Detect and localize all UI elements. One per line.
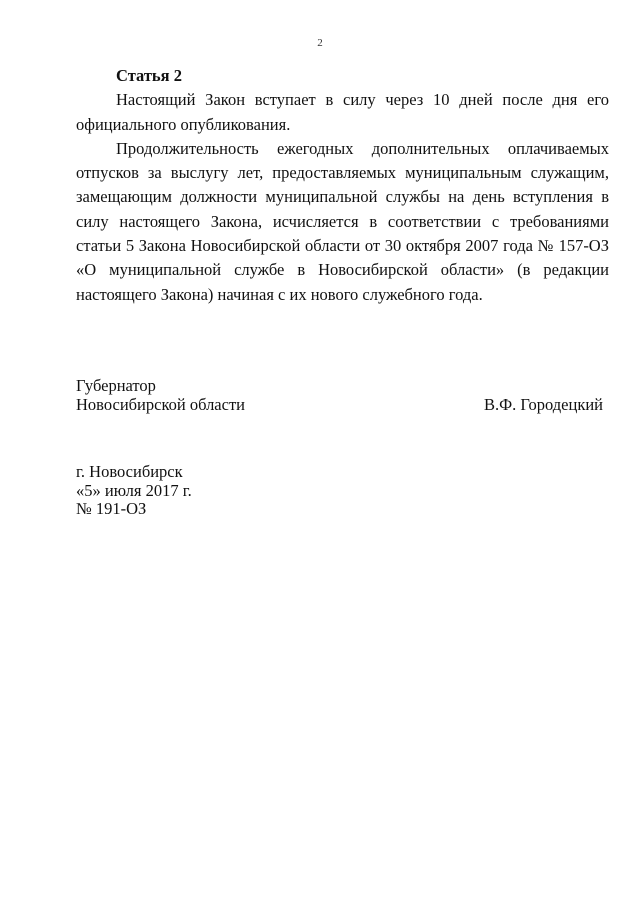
date-line: «5» июля 2017 г. xyxy=(76,480,192,500)
law-number-line: № 191-ОЗ xyxy=(76,499,147,518)
article-paragraph-2: Продолжительность ежегодных дополнительных оплачиваемых отпусков за выслугу лет, предоставляемых муниципальным служащим, замещающим должности муниципальной службы на день вступления в силу настоящего Закона, исчисляется в соответствии с требованиями статьи 5 Закона Новосибирской области от 30 октября 2007 года № 157-ОЗ «О муниципальной службе в Новосибирской области» (в редакции настоящего Закона) начиная с их нового служебного года. xyxy=(76,138,609,304)
article-body xyxy=(76,64,609,307)
signatory-position-line2: Новосибирской области xyxy=(76,395,245,414)
signatory-position-line1: Губернатор xyxy=(76,376,156,395)
article-paragraph-1: Настоящий Закон вступает в силу через 10 дней после дня его официального опубликования. xyxy=(76,90,609,134)
article-title: Статья 2 xyxy=(116,66,182,85)
signature-block xyxy=(76,376,609,414)
place-date-block xyxy=(76,463,192,519)
signature-row xyxy=(76,395,609,414)
signatory-name: В.Ф. Городецкий xyxy=(483,395,603,414)
city-line: г. Новосибирск xyxy=(76,462,183,481)
page-number: 2 xyxy=(317,37,323,49)
